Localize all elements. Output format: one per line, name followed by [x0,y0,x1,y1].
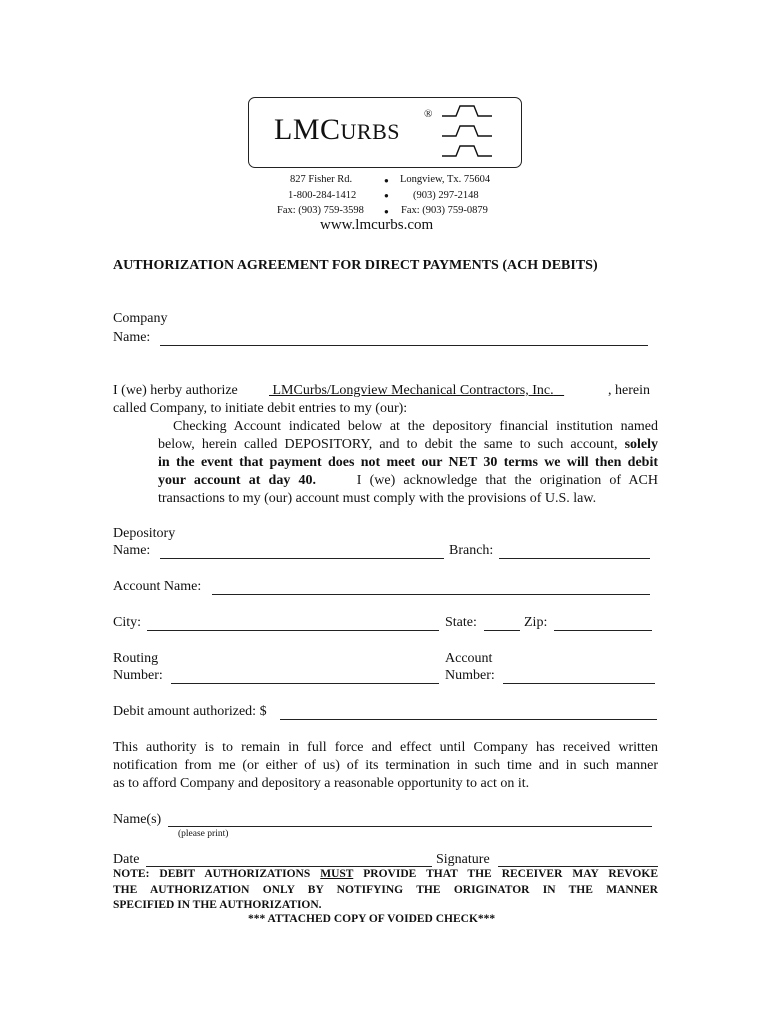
zip-field[interactable] [554,630,652,631]
registered-mark: ® [424,108,433,120]
company-label-line2: Name: [113,330,151,345]
authorize-suffix: , herein [608,383,650,398]
company-logo: LMCURBS [274,113,400,146]
debit-amount-field[interactable] [280,719,657,720]
attached-check-note: *** ATTACHED COPY OF VOIDED CHECK*** [248,913,496,925]
authorized-company-name: LMCurbs/Longview Mechanical Contractors, Inc. [272,383,554,398]
routing-number-field[interactable] [171,683,439,684]
address-left-3: Fax: (903) 759-3598 [277,205,364,216]
authorize-line2: called Company, to initiate debit entries to my (our): [113,401,408,416]
depository-label-line1: Depository [113,526,176,541]
zip-label: Zip: [524,615,548,630]
address-left-1: 827 Fisher Rd. [290,174,353,185]
account-name-label: Account Name: [113,579,202,594]
curb-profile-icon [440,102,496,160]
authorize-p4: your account at day 40. I (we) acknowledge that the origination of ACH [158,473,658,488]
names-field[interactable] [168,826,652,827]
account-name-field[interactable] [212,594,650,595]
authority-line3: as to afford Company and depository a reasonable opportunity to act on it. [113,776,530,791]
routing-label-line2: Number: [113,668,163,683]
routing-label-line1: Routing [113,651,159,666]
branch-label: Branch: [449,543,494,558]
website-url: www.lmcurbs.com [320,217,434,233]
state-field[interactable] [484,630,520,631]
city-label: City: [113,615,142,630]
address-right-3: Fax: (903) 759-0879 [401,205,488,216]
debit-amount-label: Debit amount authorized: $ [113,704,267,719]
signature-field[interactable] [498,866,658,867]
address-left-2: 1-800-284-1412 [288,190,357,201]
state-label: State: [445,615,477,630]
city-field[interactable] [147,630,439,631]
authorize-prefix: I (we) herby authorize [113,383,238,398]
authority-line1: This authority is to remain in full force and effect until Company has received written [113,740,658,755]
company-name-field[interactable] [160,345,648,346]
account-number-label-line2: Number: [445,668,495,683]
branch-field[interactable] [499,558,650,559]
authorize-p2: below, herein called DEPOSITORY, and to debit the same to such account, solely [158,437,659,452]
account-number-label-line1: Account [445,651,493,666]
depository-name-field[interactable] [160,558,444,559]
date-field[interactable] [146,866,432,867]
address-right-1: Longview, Tx. 75604 [400,174,491,185]
date-label: Date [113,852,140,867]
authorize-p3: in the event that payment does not meet our NET 30 terms we will then debit [158,455,658,470]
account-number-field[interactable] [503,683,655,684]
page-title: AUTHORIZATION AGREEMENT FOR DIRECT PAYMENTS (ACH DEBITS) [113,258,598,273]
names-label: Name(s) [113,812,162,827]
address-right-2: (903) 297-2148 [413,190,479,201]
note-line1: NOTE: DEBIT AUTHORIZATIONS MUST PROVIDE THAT THE RECEIVER MAY REVOKE [113,868,658,880]
authorize-p5: transactions to my (our) account must comply with the provisions of U.S. law. [158,491,597,506]
authority-line2: notification from me (or either of us) of its termination in such time and in such manner [113,758,658,773]
note-line3: SPECIFIED IN THE AUTHORIZATION. [113,899,322,911]
authorize-p1: Checking Account indicated below at the depository financial institution named [173,419,658,434]
signature-label: Signature [436,852,490,867]
bullet: ● [384,207,389,216]
note-line2: THE AUTHORIZATION ONLY BY NOTIFYING THE ORIGINATOR IN THE MANNER [113,884,658,896]
depository-label-line2: Name: [113,543,151,558]
please-print-hint: (please print) [178,829,229,839]
bullet: ● [384,191,389,200]
bullet: ● [384,176,389,185]
company-label-line1: Company [113,311,168,326]
